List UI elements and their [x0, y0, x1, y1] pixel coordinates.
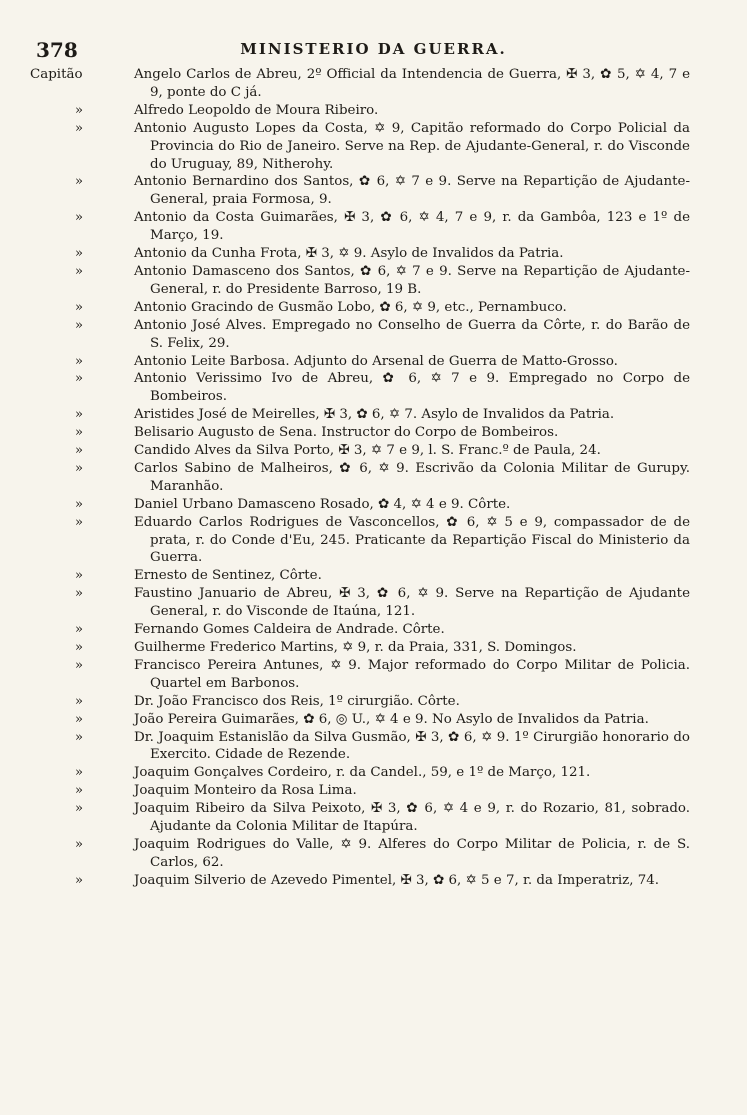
ditto-mark: »	[74, 460, 84, 476]
ditto-mark: »	[74, 783, 84, 799]
entry-text: Daniel Urbano Damasceno Rosado, ✿ 4, ✡ 4 e 9. Côrte.	[134, 496, 511, 512]
entry-row	[30, 514, 690, 568]
entry-text: Antonio José Alves. Empregado no Conselho de Guerra da Côrte, r. do Barão de S. Felix, 29.	[134, 317, 690, 351]
entry-text: Joaquim Monteiro da Rosa Lima.	[134, 783, 357, 799]
entry-text: Joaquim Gonçalves Cordeiro, r. da Candel., 59, e 1º de Março, 121.	[134, 765, 591, 781]
ditto-mark: »	[74, 568, 84, 584]
entry-row	[30, 66, 690, 102]
ditto-mark: »	[74, 729, 84, 745]
entry-row	[30, 711, 690, 729]
entry-row	[30, 209, 690, 245]
entry-text: Ernesto de Sentinez, Côrte.	[134, 568, 322, 584]
ditto-mark: »	[74, 210, 84, 226]
entry-text: Antonio Augusto Lopes da Costa, ✡ 9, Capitão reformado do Corpo Policial da Provincia do Rio de Janeiro. Serve na Rep. de Ajudante-General, r. do Visconde do Uruguay, 89, Nitherohy.	[134, 120, 690, 172]
entry-text: Dr. Joaquim Estanislão da Silva Gusmão, ✠ 3, ✿ 6, ✡ 9. 1º Cirurgião honorario do Exercito. Cidade de Rezende.	[134, 729, 690, 763]
entry-row	[30, 120, 690, 174]
entry-row	[30, 872, 690, 890]
entry-row	[30, 836, 690, 872]
entry-row	[30, 800, 690, 836]
entry-row	[30, 424, 690, 442]
ditto-mark: »	[74, 801, 84, 817]
entry-row	[30, 782, 690, 800]
ditto-mark: »	[74, 371, 84, 387]
ditto-mark: »	[74, 765, 84, 781]
ditto-mark: »	[74, 693, 84, 709]
ditto-mark: »	[74, 836, 84, 852]
entry-row	[30, 567, 690, 585]
ditto-mark: »	[74, 263, 84, 279]
entry-row	[30, 370, 690, 406]
entry-text: Joaquim Rodrigues do Valle, ✡ 9. Alferes do Corpo Militar de Policia, r. de S. Carlos, 62.	[134, 836, 690, 870]
entry-text: Joaquim Silverio de Azevedo Pimentel, ✠ 3, ✿ 6, ✡ 5 e 7, r. da Imperatriz, 74.	[134, 872, 660, 888]
entry-row	[30, 102, 690, 120]
ditto-mark: »	[74, 353, 84, 369]
entry-text: Antonio Gracindo de Gusmão Lobo, ✿ 6, ✡ 9, etc., Pernambuco.	[134, 299, 567, 315]
entry-text: Alfredo Leopoldo de Moura Ribeiro.	[134, 102, 379, 118]
entry-text: Antonio Damasceno dos Santos, ✿ 6, ✡ 7 e 9. Serve na Repartição de Ajudante-General, r. do Presidente Barroso, 19 B.	[134, 263, 690, 297]
entry-row	[30, 496, 690, 514]
entry-row	[30, 657, 690, 693]
ditto-mark: »	[74, 102, 84, 118]
entry-row	[30, 245, 690, 263]
ditto-mark: »	[74, 640, 84, 655]
entry-row	[30, 621, 690, 639]
entry-row	[30, 585, 690, 621]
entry-text: Belisario Augusto de Sena. Instructor do Corpo de Bombeiros.	[134, 425, 559, 441]
entry-row	[30, 317, 690, 353]
entry-text: Antonio Leite Barbosa. Adjunto do Arsenal de Guerra de Matto-Grosso.	[134, 353, 618, 369]
entry-text: Aristides José de Meirelles, ✠ 3, ✿ 6, ✡ 7. Asylo de Invalidos da Patria.	[134, 407, 615, 423]
page-header	[0, 38, 747, 62]
ditto-mark: »	[74, 622, 84, 638]
entry-row	[30, 353, 690, 371]
ditto-mark: »	[74, 496, 84, 512]
entry-rank: Capitão	[30, 67, 83, 82]
ditto-mark: »	[74, 514, 84, 530]
ditto-mark: »	[74, 425, 84, 441]
entry-text: Dr. João Francisco dos Reis, 1º cirurgião. Côrte.	[134, 693, 460, 709]
entry-row	[30, 693, 690, 711]
entry-row	[30, 764, 690, 782]
entry-row	[30, 639, 690, 657]
entry-text: Angelo Carlos de Abreu, 2º Official da Intendencia de Guerra, ✠ 3, ✿ 5, ✡ 4, 7 e 9, ponte do C já.	[134, 67, 690, 100]
entry-text: Eduardo Carlos Rodrigues de Vasconcellos, ✿ 6, ✡ 5 e 9, compassador de de prata, r. do Conde d'Eu, 245. Praticante da Repartição Fiscal do Ministerio da Guerra.	[134, 514, 690, 566]
entry-row	[30, 263, 690, 299]
ditto-mark: »	[74, 174, 84, 190]
entry-text: Carlos Sabino de Malheiros, ✿ 6, ✡ 9. Escrivão da Colonia Militar de Gurupy. Maranhão.	[134, 460, 690, 494]
ditto-mark: »	[74, 299, 84, 315]
entry-row	[30, 729, 690, 765]
entry-row	[30, 442, 690, 460]
ditto-mark: »	[74, 711, 84, 727]
page-number: 378	[36, 38, 78, 62]
entry-text: Candido Alves da Silva Porto, ✠ 3, ✡ 7 e 9, l. S. Franc.º de Paula, 24.	[134, 443, 601, 459]
entry-row	[30, 173, 690, 209]
ditto-mark: »	[74, 586, 84, 602]
running-head: MINISTERIO DA GUERRA.	[240, 40, 507, 58]
entry-row	[30, 406, 690, 424]
entry-list	[30, 66, 690, 890]
ditto-mark: »	[74, 443, 84, 459]
ditto-mark: »	[74, 657, 84, 673]
entry-text: Faustino Januario de Abreu, ✠ 3, ✿ 6, ✡ 9. Serve na Repartição de Ajudante General, r. do Visconde de Itaúna, 121.	[134, 586, 690, 620]
ditto-mark: »	[74, 246, 84, 262]
entry-text: Antonio Verissimo Ivo de Abreu, ✿ 6, ✡ 7 e 9. Empregado no Corpo de Bombeiros.	[134, 371, 690, 405]
ditto-mark: »	[74, 317, 84, 333]
entry-row	[30, 299, 690, 317]
entry-text: Joaquim Ribeiro da Silva Peixoto, ✠ 3, ✿ 6, ✡ 4 e 9, r. do Rozario, 81, sobrado. Ajudante da Colonia Militar de Itapúra.	[134, 801, 690, 835]
entry-text: Antonio da Costa Guimarães, ✠ 3, ✿ 6, ✡ 4, 7 e 9, r. da Gambôa, 123 e 1º de Março, 19.	[134, 210, 690, 244]
entry-text: João Pereira Guimarães, ✿ 6, ◎ U., ✡ 4 e 9. No Asylo de Invalidos da Patria.	[134, 711, 649, 727]
entry-text: Guilherme Frederico Martins, ✡ 9, r. da Praia, 331, S. Domingos.	[134, 640, 577, 655]
ditto-mark: »	[74, 872, 84, 888]
entry-text: Fernando Gomes Caldeira de Andrade. Côrte.	[134, 622, 445, 638]
entry-row	[30, 460, 690, 496]
entry-text: Antonio Bernardino dos Santos, ✿ 6, ✡ 7 e 9. Serve na Repartição de Ajudante-General, praia Formosa, 9.	[134, 174, 690, 208]
entry-text: Francisco Pereira Antunes, ✡ 9. Major reformado do Corpo Militar de Policia. Quartel em Barbonos.	[134, 657, 690, 691]
ditto-mark: »	[74, 120, 84, 136]
ditto-mark: »	[74, 407, 84, 423]
entry-text: Antonio da Cunha Frota, ✠ 3, ✡ 9. Asylo de Invalidos da Patria.	[134, 246, 564, 262]
